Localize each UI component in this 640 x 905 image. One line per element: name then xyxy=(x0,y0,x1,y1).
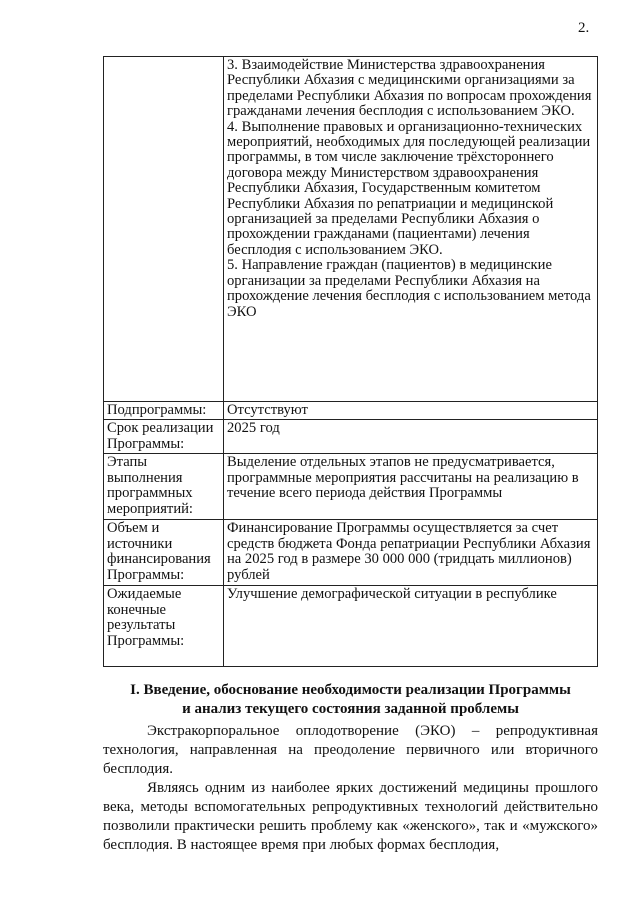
row-value: Выделение отдельных этапов не предусматривается, программные мероприятия рассчитаны на реализацию в течение всего периода действия Программы xyxy=(224,454,598,520)
row-label: Этапы выполнения программных мероприятий: xyxy=(104,454,224,520)
section-heading-line-1: I. Введение, обоснование необходимости реализации Программы xyxy=(130,682,571,698)
table-row-subprograms xyxy=(104,402,598,420)
task-item-5: 5. Направление граждан (пациентов) в медицинские организации за пределами Республики Абхазия на прохождение лечения бесплодия с использованием метода ЭКО xyxy=(227,257,591,320)
row-value: Отсутствуют xyxy=(224,402,598,420)
task-item-3: 3. Взаимодействие Министерства здравоохранения Республики Абхазия с медицинскими организациями за пределами Республики Абхазия по вопросам прохождения гражданами лечения бесплодия с использованием ЭКО. xyxy=(227,57,592,120)
row-label: Ожидаемые конечные результаты Программы: xyxy=(104,586,224,667)
tasks-cell xyxy=(224,57,598,402)
row-value: Улучшение демографической ситуации в республике xyxy=(224,586,598,667)
task-item-4: 4. Выполнение правовых и организационно-технических мероприятий, необходимых для последующей реализации программы, в том числе заключение трёхстороннего договора между Министерством здравоохранения Республики Абхазия, Государственным комитетом Республики Абхазия по репатриации и медицинской организацией за пределами Республики Абхазия о прохождении гражданами (пациентами) лечения бесплодия с использованием ЭКО. xyxy=(227,118,591,258)
paragraph: Являясь одним из наиболее ярких достижений медицины прошлого века, методы вспомогательных репродуктивных технологий действительно позволили практически решить проблему как «женского», так и «мужского» бесплодия. В настоящее время при любых формах бесплодия, xyxy=(103,780,598,853)
page-number: 2. xyxy=(578,20,590,36)
section-heading xyxy=(103,681,598,719)
empty-label-cell xyxy=(104,57,224,402)
table-row-stages xyxy=(104,454,598,520)
row-label: Объем и источники финансирования Программы: xyxy=(104,520,224,586)
section-heading-line-2: и анализ текущего состояния заданной проблемы xyxy=(182,701,519,717)
row-label: Подпрограммы: xyxy=(104,402,224,420)
row-label: Срок реализации Программы: xyxy=(104,420,224,454)
table-row-term xyxy=(104,420,598,454)
table-row-financing xyxy=(104,520,598,586)
paragraph: Экстракорпоральное оплодотворение (ЭКО) – репродуктивная технология, направленная на преодоление первичного или вторичного бесплодия. xyxy=(103,723,598,777)
table-row-results xyxy=(104,586,598,667)
program-passport-table xyxy=(103,56,598,667)
row-value: Финансирование Программы осуществляется за счет средств бюджета Фонда репатриации Республики Абхазия на 2025 год в размере 30 000 000 (тридцать миллионов) рублей xyxy=(224,520,598,586)
table-row-tasks xyxy=(104,57,598,402)
row-value: 2025 год xyxy=(224,420,598,454)
